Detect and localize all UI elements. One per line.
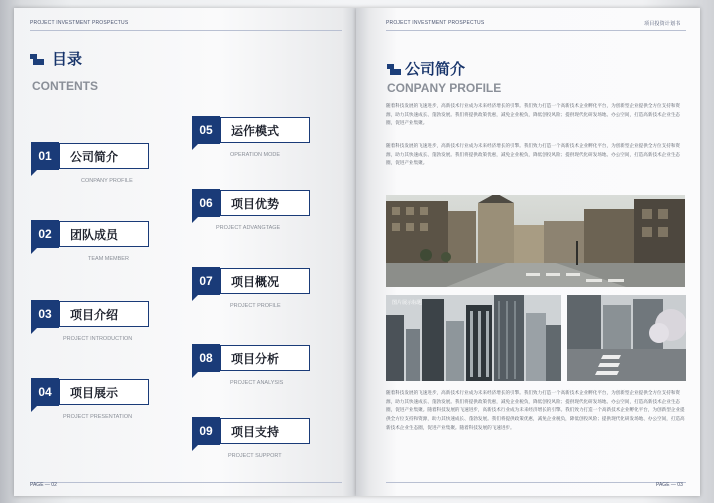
toc-english: OPERATION MODE [230,152,281,158]
section-subtitle: CONPANY PROFILE [387,81,502,95]
photo-caption: 图片展示标题 [392,300,423,306]
toc-label: 公司简介 [59,143,149,169]
skyline-photo [386,295,561,381]
toc-number: 06 [192,189,220,217]
page-header: PROJECT INVESTMENT PROSPECTUS [30,20,129,26]
footer-rule [30,482,342,483]
toc-corner [192,372,198,378]
toc-number: 03 [31,300,59,328]
toc-corner [31,406,37,412]
toc-label: 项目介绍 [59,301,149,327]
toc-label: 项目分析 [220,345,310,371]
toc-english: PROJECT ANALYSIS [230,380,284,386]
toc-english: PROJECT SUPPORT [228,453,282,459]
toc-corner [31,248,37,254]
toc-english: CONPANY PROFILE [81,178,133,184]
toc-item-01[interactable] [31,142,171,186]
toc-number: 07 [192,267,220,295]
toc-english: PROJECT PROFILE [230,303,281,309]
toc-english: PROJECT INTRODUCTION [63,336,133,342]
toc-corner [192,295,198,301]
toc-corner [31,328,37,334]
toc-item-06[interactable] [192,189,332,233]
toc-number: 08 [192,344,220,372]
header-rule [30,30,342,31]
footer-rule [386,482,686,483]
toc-english: TEAM MEMBER [88,256,129,262]
page-number: PAGE — 03 [656,482,683,488]
toc-english: PROJECT ADVANGTAGE [216,225,281,231]
toc-item-02[interactable] [31,220,171,264]
toc-number: 09 [192,417,220,445]
section-mark-icon [387,64,401,76]
toc-label: 项目支持 [220,418,310,444]
section-mark-icon [30,54,44,66]
toc-number: 05 [192,116,220,144]
toc-label: 项目展示 [59,379,149,405]
header-rule [386,30,686,31]
toc-item-08[interactable] [192,344,332,388]
toc-number: 04 [31,378,59,406]
toc-number: 01 [31,142,59,170]
toc-number: 02 [31,220,59,248]
detail-paragraph: 随着科技发展的飞速进步，高新技术行业成为未来经济增长的引擎。我们致力打造一个高新技术企业孵化平台，为创新型企业提供全方位支持和资源，助力其快速成长、蓬勃发展。我们将提供政策优惠，减免企业税负，降低创投风险；提供现代化研发场地、办公空间，打造高新技术企业生态圈，促进产业集聚。随着科技发展的飞速进步，高新技术行业成为未来经济增长的引擎。我们致力打造一个高新技术企业孵化平台，为创新型企业提供全方位支持和资源，助力其快速成长、蓬勃发展。我们将提供政策优惠，减免企业税负，降低创投风险；提供现代化研发场地、办公空间，打造高新技术企业生态圈，促进产业集聚。随着科技发展的飞速进步。 [386,391,685,431]
page-number: PAGE — 02 [30,482,57,488]
toc-label: 项目优势 [220,190,310,216]
toc-corner [192,217,198,223]
toc-item-04[interactable] [31,378,171,422]
page-header: PROJECT INVESTMENT PROSPECTUS [386,20,485,26]
toc-corner [192,445,198,451]
toc-english: PROJECT PRESENTATION [63,414,133,420]
toc-label: 运作模式 [220,117,310,143]
page-header-cn: 项目投资计划书 [644,21,681,27]
toc-corner [31,170,37,176]
intro-paragraph-2: 随着科技发展的飞速进步，高新技术行业成为未来经济增长的引擎。我们致力打造一个高新技术企业孵化平台，为创新型企业提供全方位支持和资源，助力其快速成长、蓬勃发展。我们将提供政策优惠，减免企业税负，降低创投风险；提供现代化研发场地、办公空间，打造高新技术企业生态圈，促进产业集聚。 [386,144,681,167]
crosswalk-photo [567,295,686,381]
toc-label: 团队成员 [59,221,149,247]
street-photo [386,195,685,287]
toc-label: 项目概况 [220,268,310,294]
toc-item-05[interactable] [192,116,332,160]
section-title: 公司简介 [405,60,466,78]
intro-paragraph-1: 随着科技发展的飞速进步，高新技术行业成为未来经济增长的引擎。我们致力打造一个高新技术企业孵化平台，为创新型企业提供全方位支持和资源，助力其快速成长、蓬勃发展。我们将提供政策优惠，减免企业税负，降低创投风险；提供现代化研发场地、办公空间，打造高新技术企业生态圈，促进产业集聚。 [386,104,681,127]
toc-title: 目录 [52,50,83,68]
toc-item-09[interactable] [192,417,332,461]
toc-subtitle: CONTENTS [32,79,98,93]
toc-corner [192,144,198,150]
toc-item-03[interactable] [31,300,171,344]
toc-item-07[interactable] [192,267,332,311]
left-page [14,8,356,496]
